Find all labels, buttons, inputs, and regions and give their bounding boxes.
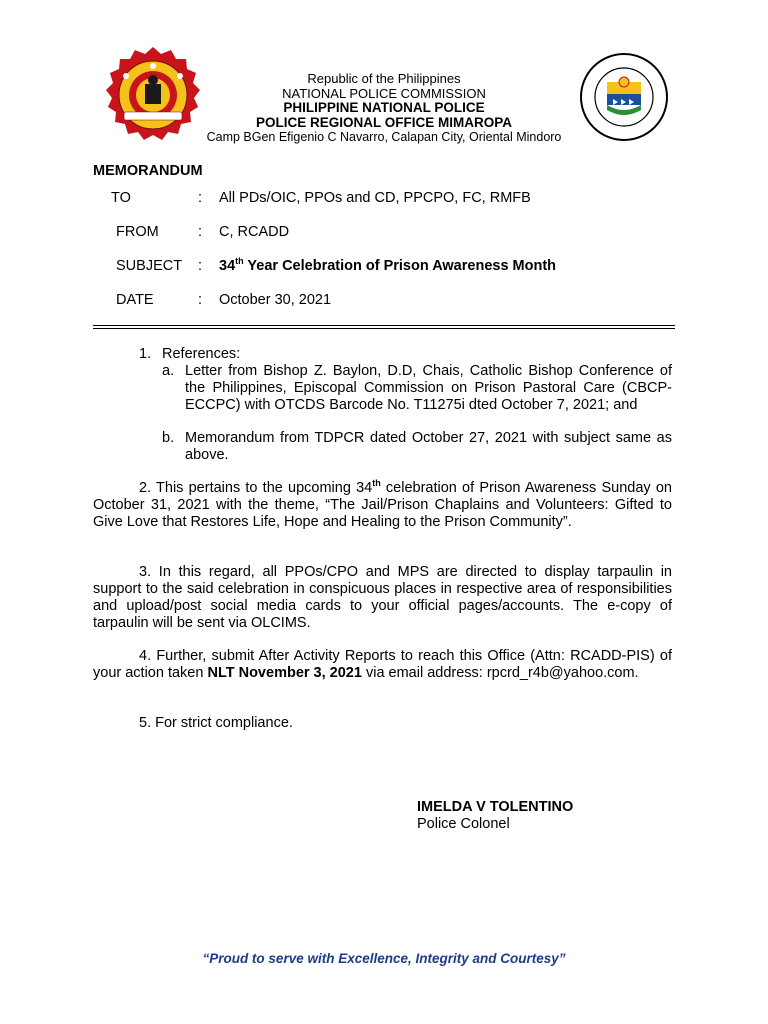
paragraph-4-deadline: NLT November 3, 2021 <box>207 665 362 681</box>
date-colon: : <box>198 292 203 308</box>
paragraph-4 <box>93 648 672 682</box>
date-value: October 30, 2021 <box>219 292 332 308</box>
signatory-rank: Police Colonel <box>417 816 510 832</box>
memorandum-title: MEMORANDUM <box>93 163 203 179</box>
from-colon: : <box>198 224 203 240</box>
paragraph-5: 5. For strict compliance. <box>139 715 293 731</box>
letterhead <box>190 72 578 145</box>
pro-mimaropa-seal-logo <box>575 52 673 142</box>
napolcom-line: NATIONAL POLICE COMMISSION <box>282 85 486 101</box>
from-label: FROM <box>116 224 159 240</box>
reference-a-letter: a. <box>162 363 175 379</box>
to-value: All PDs/OIC, PPOs and CD, PPCPO, FC, RMFB <box>219 190 531 206</box>
paragraph-4-end: via email address: rpcrd_r4b@yahoo.com. <box>361 665 639 681</box>
subject-text: Year Celebration of Prison Awareness Month <box>243 258 557 274</box>
paragraph-3: 3. In this regard, all PPOs/CPO and MPS are directed to display tarpaulin in support to the said celebration in conspicuous places in respective area of responsibilities and upload/post social media cards to your official pages/accounts. The e-copy of tarpaulin will be sent via OLCIMS. <box>93 564 672 631</box>
footer-motto: “Proud to serve with Excellence, Integrity and Courtesy” <box>202 951 566 966</box>
reference-a-text: Letter from Bishop Z. Baylon, D.D, Chais, Catholic Bishop Conference of the Philippines, Episcopal Commission on Prison Pastoral Care (CBCP-ECCPC) with OTCDS Barcode No. T11275i dted October 7, 2021; and <box>185 363 672 413</box>
paragraph-2-end: celebration of Prison Awareness Sunday on October 31, 2021 with the theme, “The Jail/Prison Chaplains and Volunteers: Gifted to Give Love that Restores Life, Hope and Healing to the Prison Community”. <box>93 480 672 530</box>
republic-line: Republic of the Philippines <box>307 71 461 86</box>
office-line: POLICE REGIONAL OFFICE MIMAROPA <box>255 114 512 130</box>
reference-b-letter: b. <box>162 430 175 446</box>
paragraph-1-text: References: <box>162 346 241 362</box>
header-divider-double <box>93 328 675 329</box>
subject-number: 34 <box>219 258 236 274</box>
address-line: Camp BGen Efigenio C Navarro, Calapan City, Oriental Mindoro <box>206 130 562 144</box>
subject-value <box>219 258 556 278</box>
paragraph-1-number: 1. <box>139 346 152 362</box>
from-value: C, RCADD <box>219 224 290 240</box>
subject-label: SUBJECT <box>116 258 183 274</box>
subject-colon: : <box>198 258 203 274</box>
paragraph-2 <box>93 480 672 531</box>
paragraph-2-ordinal: th <box>372 478 381 489</box>
to-label: TO <box>111 190 131 206</box>
pnp-line: PHILIPPINE NATIONAL POLICE <box>283 100 485 115</box>
header-divider <box>93 325 675 326</box>
paragraph-4-start: 4. Further, submit After Activity Reports to reach this Office (Attn: RCADD-PIS) of your action taken <box>93 648 672 681</box>
subject-ordinal: th <box>235 256 244 267</box>
to-colon: : <box>198 190 203 206</box>
date-label: DATE <box>116 292 154 308</box>
paragraph-2-start: 2. This pertains to the upcoming 34 <box>139 480 373 496</box>
signatory-name: IMELDA V TOLENTINO <box>417 799 574 815</box>
pnp-seal-logo <box>104 46 202 144</box>
reference-b-text: Memorandum from TDPCR dated October 27, 2021 with subject same as above. <box>185 430 672 463</box>
